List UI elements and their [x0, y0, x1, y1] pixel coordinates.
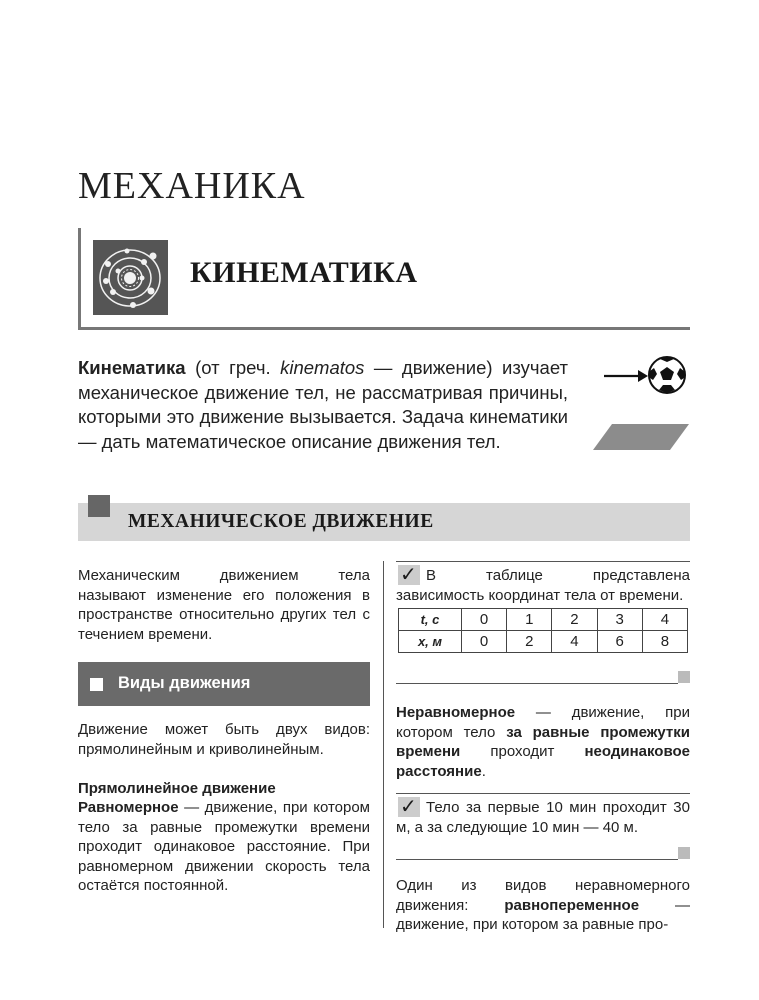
section-title: МЕХАНИЧЕСКОЕ ДВИЖЕНИЕ: [128, 511, 434, 532]
intro-paragraph: Кинематика (от греч. kinematos — движение) изучает механическое движение тел, не рассматривая причины, которыми это движение вызывается. Задача кинематики — дать математическое описание движения тел.: [78, 357, 568, 452]
chapter-frame-left: [78, 228, 81, 330]
subsection-marker: [90, 678, 103, 691]
soccer-ball-icon: [649, 357, 685, 393]
linear-heading: Прямолинейное движение: [78, 780, 276, 797]
parallelogram-plane-icon: [590, 421, 690, 453]
note-rule-top: [396, 793, 690, 794]
note-tab: [678, 847, 690, 859]
equivariable-term: равнопеременное: [504, 896, 640, 914]
check-icon: ✓: [398, 565, 420, 585]
table-row: [399, 609, 688, 631]
motion-definition: Механическим движением тела называют изменение его положения в пространстве относительно других тел с течением времени.: [78, 567, 370, 643]
solar-system-icon: [93, 240, 168, 315]
note-rule-bottom: [396, 683, 678, 684]
uniform-definition: Равномерное — движение, при котором тело за равные промежутки времени проходит одинаковое расстояние. При равномерном движении скорость тела остаётся постоянной.: [78, 799, 370, 895]
table-cell: 1: [507, 609, 552, 631]
column-divider: [383, 561, 384, 928]
intro-term: Кинематика: [78, 357, 186, 378]
table-cell: 0: [462, 609, 507, 631]
table-cell: 2: [552, 609, 597, 631]
note-table-intro: В таблице представлена зависимость координат тела от времени.: [396, 567, 690, 604]
note-rule-bottom: [396, 859, 678, 860]
chapter-emblem: [93, 240, 168, 315]
chapter-frame-bottom: [78, 327, 690, 330]
arrow-right-icon: [604, 370, 648, 382]
uniform-term: Равномерное: [78, 799, 179, 816]
note-example: Тело за первые 10 мин проходит 30 м, а за следующие 10 мин — 40 м.: [396, 799, 690, 836]
nonuniform-term: Неравномерное: [396, 704, 516, 721]
part-title: МЕХАНИКА: [78, 165, 306, 207]
equivariable-definition: Один из видов неравномерного движения: равнопеременное — движение, при котором за равные про-: [396, 877, 690, 934]
nonuniform-definition: Неравномерное — движение, при котором тело за равные промежутки времени проходит неодинаковое расстояние.: [396, 704, 690, 780]
table-cell: 4: [642, 609, 687, 631]
table-row-header: t, с: [399, 609, 462, 631]
chapter-title: КИНЕМАТИКА: [190, 256, 418, 289]
coordinate-table: [398, 608, 688, 653]
greek-word: kinematos: [280, 357, 365, 378]
motion-kinds: Движение может быть двух видов: прямолинейным и криволинейным.: [78, 721, 370, 758]
table-cell: 2: [507, 631, 552, 653]
table-row-header: x, м: [399, 631, 462, 653]
table-row: [399, 631, 688, 653]
table-cell: 4: [552, 631, 597, 653]
table-cell: 0: [462, 631, 507, 653]
note-tab: [678, 671, 690, 683]
section-marker: [88, 495, 110, 517]
table-cell: 3: [597, 609, 642, 631]
ball-illustration: [602, 352, 688, 398]
subsection-title: Виды движения: [118, 674, 251, 692]
check-icon: ✓: [398, 797, 420, 817]
table-cell: 8: [642, 631, 687, 653]
note-rule-top: [396, 561, 690, 562]
table-cell: 6: [597, 631, 642, 653]
